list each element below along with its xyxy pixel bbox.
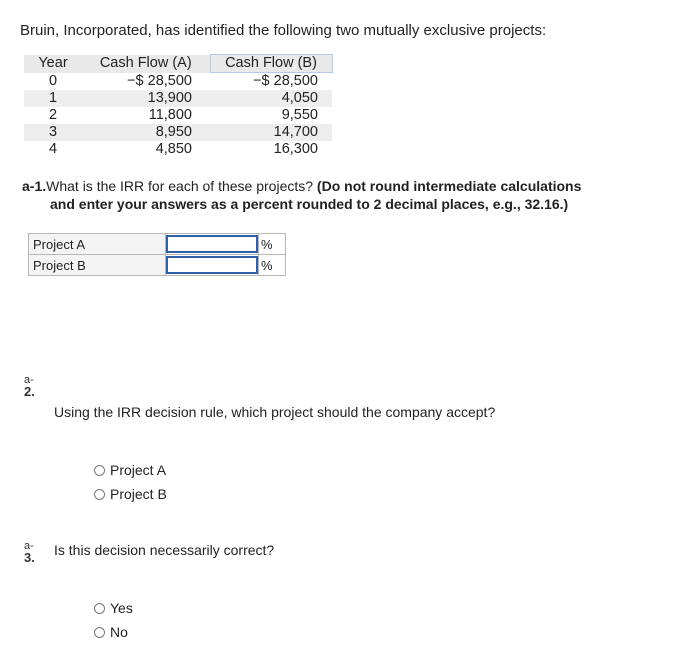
radio-circle-icon[interactable] bbox=[94, 465, 105, 476]
table-row bbox=[24, 90, 332, 107]
question-a3-text: Is this decision necessarily correct? bbox=[54, 542, 275, 558]
cell-cash-flow-b: 4,050 bbox=[281, 90, 318, 106]
question-a2-text: Using the IRR decision rule, which project should the company accept? bbox=[54, 404, 496, 420]
percent-unit-a: % bbox=[259, 234, 286, 255]
header-cash-flow-a: Cash Flow (A) bbox=[99, 55, 192, 71]
cell-year: 2 bbox=[48, 107, 58, 123]
question-a1-instruction-2: and enter your answers as a percent rounded to 2 decimal places, e.g., 32.16.) bbox=[50, 196, 569, 212]
radio-circle-icon[interactable] bbox=[94, 603, 105, 614]
cash-flow-table bbox=[24, 54, 333, 158]
irr-input-project-a[interactable] bbox=[166, 234, 259, 255]
question-a3-number bbox=[24, 540, 35, 564]
irr-input-box-a[interactable] bbox=[166, 235, 258, 253]
table-row bbox=[24, 141, 332, 158]
question-a1-instruction-1: (Do not round intermediate calculations bbox=[316, 178, 582, 194]
question-a3-number-top: a- bbox=[24, 540, 34, 552]
question-a3-number-bottom: 3. bbox=[24, 550, 35, 565]
irr-input-box-b[interactable] bbox=[166, 256, 258, 274]
cell-cash-flow-b: 16,300 bbox=[273, 141, 318, 157]
header-year: Year bbox=[38, 55, 68, 71]
radio-option-project-a[interactable] bbox=[94, 462, 166, 478]
cell-cash-flow-a: 8,950 bbox=[155, 124, 192, 140]
answer-label-project-a: Project A bbox=[29, 234, 166, 255]
table-header-row bbox=[24, 55, 332, 73]
question-a1-label: a-1. bbox=[22, 178, 47, 194]
radio-option-yes[interactable] bbox=[94, 600, 133, 616]
radio-circle-icon[interactable] bbox=[94, 627, 105, 638]
cell-cash-flow-a: 13,900 bbox=[147, 90, 192, 106]
question-a2-number-top: a- bbox=[24, 374, 34, 386]
cell-year: 0 bbox=[48, 72, 58, 89]
radio-label-no[interactable]: No bbox=[110, 624, 128, 640]
irr-answer-table bbox=[28, 233, 286, 276]
table-row bbox=[24, 124, 332, 141]
irr-input-project-b[interactable] bbox=[166, 255, 259, 276]
table-row bbox=[24, 73, 332, 91]
problem-intro: Bruin, Incorporated, has identified the following two mutually exclusive projects: bbox=[20, 22, 547, 39]
cell-cash-flow-a: 4,850 bbox=[155, 141, 192, 157]
table-row bbox=[24, 107, 332, 124]
answer-row-project-a bbox=[29, 234, 286, 255]
percent-unit-b: % bbox=[259, 255, 286, 276]
radio-label-yes[interactable]: Yes bbox=[110, 600, 133, 616]
answer-label-project-b: Project B bbox=[29, 255, 166, 276]
radio-option-no[interactable] bbox=[94, 624, 128, 640]
cell-year: 3 bbox=[48, 124, 58, 140]
question-a1 bbox=[22, 177, 632, 213]
answer-row-project-b bbox=[29, 255, 286, 276]
cell-cash-flow-b: 14,700 bbox=[273, 124, 318, 140]
cell-year: 4 bbox=[48, 141, 58, 157]
radio-circle-icon[interactable] bbox=[94, 489, 105, 500]
question-a2-number-bottom: 2. bbox=[24, 384, 35, 399]
radio-label-project-b[interactable]: Project B bbox=[110, 486, 167, 502]
cell-cash-flow-a: 11,800 bbox=[148, 107, 192, 123]
question-a1-text: What is the IRR for each of these projects? bbox=[46, 178, 317, 194]
radio-label-project-a[interactable]: Project A bbox=[110, 462, 167, 478]
cell-year: 1 bbox=[48, 90, 58, 106]
cell-cash-flow-b: −$ 28,500 bbox=[253, 73, 318, 89]
cell-cash-flow-b: 9,550 bbox=[281, 107, 318, 123]
cell-cash-flow-a: −$ 28,500 bbox=[127, 72, 192, 89]
header-cash-flow-b: Cash Flow (B) bbox=[210, 55, 332, 73]
radio-option-project-b[interactable] bbox=[94, 486, 167, 502]
question-a2-number bbox=[24, 374, 35, 398]
